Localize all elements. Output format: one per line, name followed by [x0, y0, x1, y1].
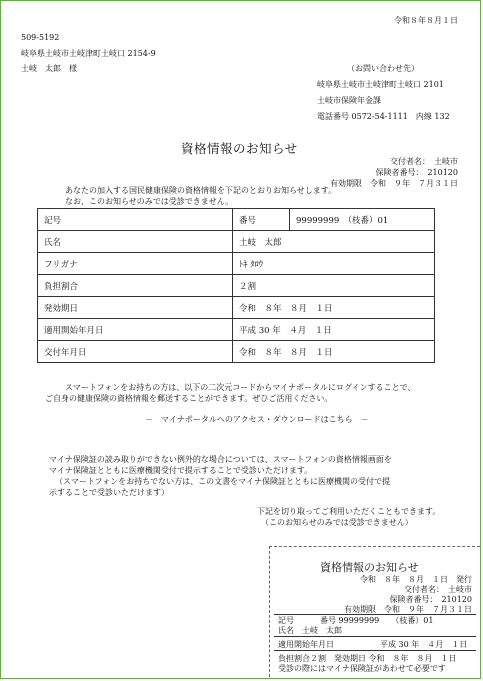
mynaportal-link[interactable]: － マイナポータルへのアクセス・ダウンロードはこちら － — [145, 415, 369, 424]
bango-value: 99999999 （枝番）01 — [290, 209, 435, 231]
card-divider — [274, 650, 476, 651]
bango-label: 番号 — [233, 209, 290, 231]
issuer-name: 交付者名： 土岐市 — [390, 157, 458, 166]
intro-line-1: あなたの加入する国民健康保険の資格情報を下記のとおりお知らせします。 — [65, 186, 337, 195]
table-row — [38, 231, 435, 253]
card-divider — [274, 636, 476, 637]
cut-line-2: （このお知らせのみでは受診できません） — [261, 518, 413, 527]
postal-code: 509-5192 — [21, 33, 60, 42]
insurer-number: 保険者番号： 210120 — [375, 168, 458, 177]
table-row — [38, 253, 435, 275]
recipient-address: 岐阜県土岐市土岐津町土岐口 2154-9 — [21, 49, 156, 58]
kana-label: フリガナ — [38, 253, 233, 275]
kigo-label: 記号 — [38, 209, 233, 231]
burden-value: ２割 — [233, 275, 435, 297]
exception-line-4: 示することで受診いただけます） — [49, 488, 169, 497]
name-label: 氏名 — [38, 231, 233, 253]
card-issue-line: 令和 ８年 ８月 １日 発行 — [360, 575, 472, 584]
validity-period: 有効期限 令和 ９年 ７月３１日 — [330, 179, 458, 188]
table-row — [38, 209, 435, 231]
card-title: 資格情報のお知らせ — [320, 561, 419, 574]
name-value: 土岐 太郎 — [233, 231, 435, 253]
intro-line-2: なお、このお知らせのみでは受診できません。 — [65, 197, 234, 206]
smartphone-line-2: ご自身の健康保険の資格情報を郵送することができます。ぜひご活用ください。 — [45, 394, 333, 403]
table-row — [38, 297, 435, 319]
card-kigo-label: 記号 — [278, 616, 294, 625]
table-row — [38, 341, 435, 363]
grant-date-value: 令和 ８年 ８月 １日 — [233, 341, 435, 363]
contact-address: 岐阜県土岐市土岐津町土岐口 2101 — [317, 80, 444, 89]
card-note: 受診の際にはマイナ保険証があわせて必要です — [278, 664, 446, 673]
cut-line-1: 下記を切り取ってご利用いただくこともできます。 — [257, 507, 441, 516]
apply-date-value: 平成 30 年 ４月 １日 — [233, 319, 435, 341]
card-apply-label: 適用開始年月日 — [278, 640, 334, 649]
issue-date-label: 発効期日 — [38, 297, 233, 319]
card-apply-value: 平成 30 年 ４月 １日 — [380, 640, 468, 649]
card-bango: 番号 99999999 （枝番）01 — [320, 616, 434, 625]
card-insurer-number: 保険者番号： 210120 — [389, 595, 472, 604]
card-validity: 有効期限 令和 ９年 ７月３１日 — [344, 605, 472, 614]
card-issuer: 交付者名： 土岐市 — [404, 585, 472, 594]
exception-line-2: マイナ保険証とともに医療機関受付で提示することで受診いただけます。 — [49, 466, 313, 475]
kana-value: ﾄｷ ﾀﾛｳ — [233, 253, 435, 275]
detachable-card — [269, 546, 480, 677]
notice-title: 資格情報のお知らせ — [181, 141, 298, 156]
table-row — [38, 319, 435, 341]
exception-line-1: マイナ保険証の読み取りができない例外的な場合については、スマートフォンの資格情報画面を — [49, 455, 392, 464]
issue-date: 令和８年８月１日 — [394, 16, 458, 25]
smartphone-line-1: スマートフォンをお持ちの方は、以下の二次元コードからマイナポータルにログインすることで、 — [65, 383, 416, 392]
contact-heading: （お問い合わせ先） — [347, 64, 419, 73]
burden-label: 負担割合 — [38, 275, 233, 297]
table-row — [38, 275, 435, 297]
exception-line-3: （スマートフォンをお持ちでない方は、この文書をマイナ保険証とともに医療機関の受付で提 — [55, 477, 390, 486]
recipient-name: 土岐 太郎 様 — [21, 64, 77, 73]
apply-date-label: 適用開始年月日 — [38, 319, 233, 341]
card-burden-issue: 負担割合２割 発効期日 令和 ８年 ８月 １日 — [278, 654, 457, 663]
issue-date-value: 令和 ８年 ８月 １日 — [233, 297, 435, 319]
contact-department: 土岐市保険年金課 — [317, 96, 381, 105]
card-name: 氏名 土岐 太郎 — [278, 626, 342, 635]
qualification-info-table — [37, 208, 435, 363]
contact-phone: 電話番号 0572-54-1111 内線 132 — [317, 112, 450, 121]
grant-date-label: 交付年月日 — [38, 341, 233, 363]
